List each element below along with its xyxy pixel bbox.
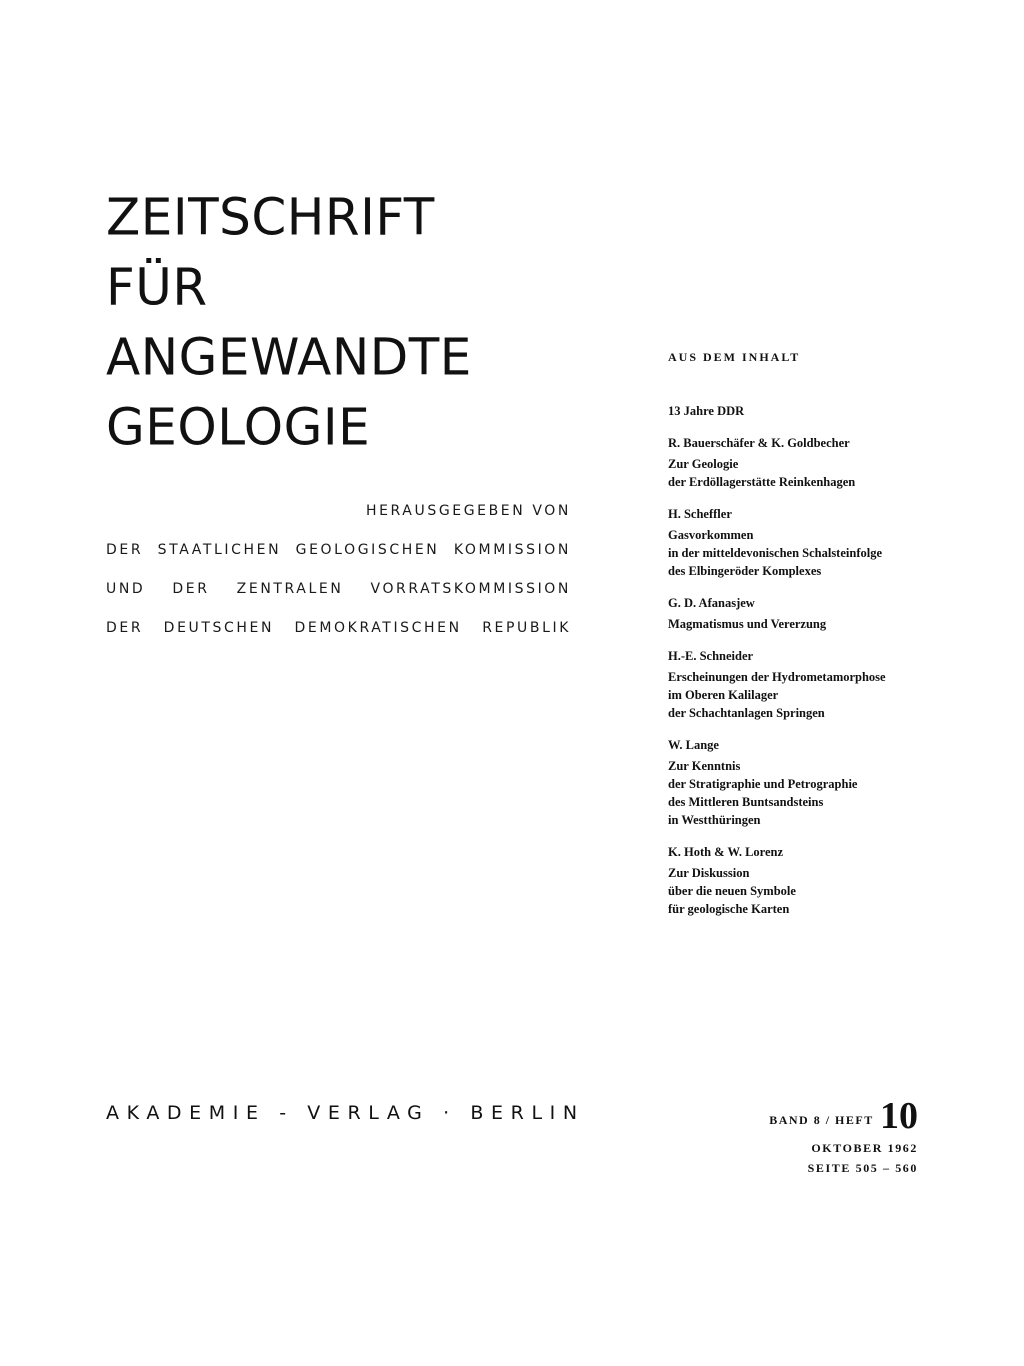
editor-line-3: UND DER ZENTRALEN VORRATSKOMMISSION [106,581,571,597]
entry-title: Gasvorkommen [668,528,754,542]
entry-author: R. Bauerschäfer & K. Goldbecher [668,436,850,450]
entry-title: des Mittleren Buntsandsteins [668,795,824,809]
issue-number: 10 [880,1095,918,1137]
editor-line-2: DER STAATLICHEN GEOLOGISCHEN KOMMISSION [106,542,571,558]
editor-statement [106,500,571,656]
journal-title-line-2: FÜR [106,257,208,317]
entry-author: H.-E. Schneider [668,649,754,663]
entry-title: für geologische Karten [668,902,790,916]
entry-title: 13 Jahre DDR [668,404,745,418]
contents-entry [668,505,938,580]
entry-title: Magmatismus und Vererzung [668,617,827,631]
entry-author: W. Lange [668,738,719,752]
contents-entry [668,647,938,722]
volume-issue [740,1094,918,1138]
entry-title: Zur Geologie [668,457,739,471]
entry-title: der Stratigraphie und Petrographie [668,777,858,791]
contents-heading: AUS DEM INHALT [668,350,801,364]
journal-title-line-1: ZEITSCHRIFT [106,187,435,247]
issue-date: OKTOBER 1962 [811,1141,918,1155]
entry-title: der Erdöllagerstätte Reinkenhagen [668,475,856,489]
entry-title: des Elbingeröder Komplexes [668,564,822,578]
contents-entry [668,594,938,633]
entry-title: in der mitteldevonischen Schalsteinfolge [668,546,883,560]
entry-author: H. Scheffler [668,507,732,521]
volume-issue-label: BAND 8 / HEFT [769,1113,874,1127]
table-of-contents [668,348,938,932]
entry-title: im Oberen Kalilager [668,688,779,702]
journal-title-line-3: ANGEWANDTE [106,327,472,387]
entry-title: über die neuen Symbole [668,884,796,898]
journal-title [106,182,472,462]
editor-line-1: HERAUSGEGEBEN VON [365,503,571,519]
entry-author: K. Hoth & W. Lorenz [668,845,784,859]
issue-info [740,1094,918,1178]
editor-line-4: DER DEUTSCHEN DEMOKRATISCHEN REPUBLIK [106,620,571,636]
entry-author: G. D. Afanasjew [668,596,755,610]
entry-title: der Schachtanlagen Springen [668,706,825,720]
journal-title-line-4: GEOLOGIE [106,397,371,457]
publisher-imprint: AKADEMIE - VERLAG · BERLIN [106,1102,585,1124]
issue-pages: SEITE 505 – 560 [807,1161,918,1175]
entry-title: in Westthüringen [668,813,761,827]
contents-entry [668,402,938,420]
contents-entry [668,843,938,918]
contents-entry [668,434,938,491]
entry-title: Zur Diskussion [668,866,750,880]
contents-entry [668,736,938,829]
entry-title: Erscheinungen der Hydrometamorphose [668,670,886,684]
entry-title: Zur Kenntnis [668,759,741,773]
